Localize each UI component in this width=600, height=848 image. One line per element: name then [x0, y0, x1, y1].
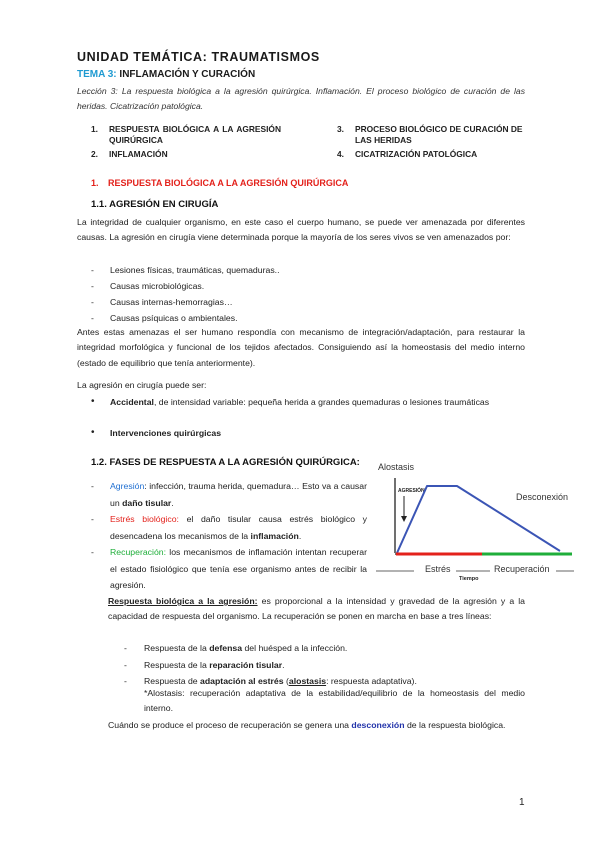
phase-end: .	[171, 497, 174, 508]
alostasis-term: alostasis	[288, 676, 327, 686]
respuesta-label: Respuesta biológica a la agresión:	[108, 596, 258, 606]
figure-agresion-label: AGRESIÓN	[398, 488, 425, 494]
final-paragraph	[108, 718, 525, 733]
phase-text: el daño tisular causa estrés biológico y desencadena los mecanismos de la	[110, 514, 367, 541]
line-mid: (	[283, 676, 289, 686]
phase-item: - Recuperación: los mecanismos de inflamación intentan recuperar el estado fisiológico que tenía ese organismo antes de recibir la agresión.	[91, 547, 367, 590]
toc-item-number: 2.	[91, 149, 98, 159]
line-post: .	[282, 660, 285, 670]
phase-text: : infección, trauma herida, quemadura… Esto va a causar un	[110, 481, 367, 508]
toc-item	[91, 124, 281, 146]
agresion-type-label: Intervenciones quirúrgicas	[110, 428, 222, 438]
line-pre: Respuesta de la	[144, 660, 210, 670]
toc-item-text: INFLAMACIÓN	[109, 149, 168, 159]
agresion-arrowhead	[401, 516, 407, 522]
final-post: de la respuesta biológica.	[404, 720, 506, 730]
section-heading	[91, 178, 348, 188]
line-post: del huésped a la infección.	[242, 643, 348, 653]
phase-label: Recuperación:	[110, 547, 167, 557]
list-item-text: Causas psíquicas o ambientales.	[110, 313, 238, 323]
line-pre: Respuesta de la	[144, 643, 210, 653]
toc-item-text: RESPUESTA BIOLÓGICA A LA AGRESIÓN QUIRÚRGICA	[109, 124, 281, 145]
list-item-text: Lesiones físicas, traumáticas, quemaduras..	[110, 265, 280, 275]
list-item-text: Causas internas-hemorragias…	[110, 297, 233, 307]
phase-item: - Agresión: infección, trauma herida, quemadura… Esto va a causar un daño tisular.	[91, 481, 367, 508]
leccion-description: Lección 3: La respuesta biológica a la agresión quirúrgica. Inflamación. El proceso biológico de curación de las heridas. Cicatrización patológica.	[77, 86, 525, 111]
figure-estres-label: Estrés	[425, 564, 451, 574]
alostasis-figure	[370, 458, 580, 582]
phase-end: .	[298, 530, 302, 541]
phase-bold: inflamación	[250, 530, 299, 541]
toc-item-text: CICATRIZACIÓN PATOLÓGICA	[355, 149, 478, 159]
final-pre: Cuándo se produce el proceso de recuperación se genera una	[108, 720, 352, 730]
document-title: UNIDAD TEMÁTICA: TRAUMATISMOS	[77, 50, 320, 64]
page-number: 1	[519, 797, 525, 808]
subsection-heading: 1.2. FASES DE RESPUESTA A LA AGRESIÓN QUIRÚRGICA:	[91, 457, 360, 468]
phase-bold: daño tisular	[122, 497, 172, 508]
toc-item	[337, 124, 527, 146]
agresion-type-label: Accidental	[110, 397, 154, 407]
list-item-text: Causas microbiológicas.	[110, 281, 205, 291]
phase-label: Estrés biológico:	[110, 514, 179, 524]
section-number: 1.	[91, 178, 99, 188]
line-pre: Respuesta de	[144, 676, 201, 686]
document-page: UNIDAD TEMÁTICA: TRAUMATISMOS TEMA 3: INFLAMACIÓN Y CURACIÓN Lección 3: La respuesta biológica a la agresión quirúrgica. Inflamación. El proceso biológico de curación de las heridas. Cicatrización patológica. 1. RESPUESTA BIOLÓGICA A LA AGRESIÓN QUIRÚRGICA 2. INFLAMACIÓN 3. PROCESO BIOLÓGICO DE CURACIÓN DE LAS HERIDAS 4. CICATRIZACIÓN PATOLÓGICA 1. RESPUESTA BIOLÓGICA A LA AGRESIÓN QUIRÚRGICA 1.1. AGRESIÓN EN CIRUGÍA La integridad de cualquier organismo, en este caso el cuerpo humano, se puede ver amenazada por diferentes causas. La agresión en cirugía viene determinada porque la mayoría de los seres vivos se ven amenazados por: - Lesiones físicas, traumáticas, quemaduras.. - Causas microbiológicas. - Causas internas-hemorragias… - Causas psíquicas o ambientales. Antes estas amenazas el ser humano respondía con mecanismo de integración/adaptación, para restaurar la integridad morfológica y funcional de los tejidos afectados. Consiguiendo así la homeostasis del medio interno (estado de equilibrio que tenía anteriormente). La agresión en cirugía puede ser: • Accidental, de intensidad variable: pequeña herida a grandes quemaduras o lesiones traumáticas • Intervenciones quirúrgicas 1.2. FASES DE RESPUESTA A LA AGRESIÓN QUIRÚRGICA: - Agresión: infección, trauma herida, quemadura… Esto va a causar un daño tisular. - Estrés biológico: el daño tisular causa estrés biológico y desencadena los mecanismos de la inflamación. - Recuperación: los mecanismos de inflamación intentan recuperar el estado fisiológico que tenía ese organismo antes de recibir la agresión. Alostasis AGRESIÓN Desconexión Estrés Recuperación Tiempo Respuesta biológica a la agresión: es proporcional a la intensidad y gravedad de la agresión y a la capacidad de respuesta del organismo. La recuperación se ponen en marcha en base a tres líneas: - Respuesta de la defensa del huésped a la infección. - Respuesta de la reparación tisular. - Respuesta de adaptación al estrés (alostasis: respuesta adaptativa). *Alostasis: recuperación adaptativa de la estabilidad/equilibrio de la homeostasis del medio interno. Cuándo se produce el proceso de recuperación se genera una desconexión de la respuesta biológica. 1	[0, 0, 600, 848]
desconexion-term: desconexión	[351, 720, 405, 730]
intro-paragraph: La integridad de cualquier organismo, en este caso el cuerpo humano, se puede ver amenazada por diferentes causas. La agresión en cirugía viene determinada porque la mayoría de los seres vivos se ven amenazados por:	[77, 217, 525, 243]
toc-item-text: PROCESO BIOLÓGICO DE CURACIÓN DE LAS HERIDAS	[355, 124, 523, 145]
figure-recuperacion-label: Recuperación	[494, 564, 550, 574]
phase-label: Agresión	[110, 481, 145, 491]
toc-item-number: 3.	[337, 124, 344, 134]
line-bold: reparación tisular	[209, 660, 283, 670]
figure-desconexion-label: Desconexión	[516, 492, 569, 502]
agresion-type-text: , de intensidad variable: pequeña herida a grandes quemaduras o lesiones traumáticas	[153, 397, 490, 407]
tema-title: INFLAMACIÓN Y CURACIÓN	[119, 69, 256, 80]
toc-item-number: 4.	[337, 149, 344, 159]
toc-item-number: 1.	[91, 124, 98, 134]
respuesta-text: es proporcional a la intensidad y gravedad de la agresión y a la capacidad de respuesta del organismo. La recuperación se ponen en marcha en base a tres líneas:	[108, 596, 525, 622]
agresion-types-intro: La agresión en cirugía puede ser:	[77, 380, 207, 390]
figure-tiempo-label: Tiempo	[459, 576, 479, 582]
line-post: : respuesta adaptativa).	[326, 676, 417, 686]
section-title: RESPUESTA BIOLÓGICA A LA AGRESIÓN QUIRÚRGICA	[108, 178, 349, 188]
line-bold: defensa	[209, 643, 243, 653]
line-bold: adaptación al estrés	[200, 676, 284, 686]
agresion-type-item: • Accidental, de intensidad variable: pequeña herida a grandes quemaduras o lesiones traumáticas	[91, 396, 490, 407]
tema-heading	[77, 69, 255, 80]
phase-item: - Estrés biológico: el daño tisular causa estrés biológico y desencadena los mecanismos de la inflamación.	[91, 514, 367, 541]
figure-ylabel: Alostasis	[378, 462, 415, 472]
tema-label: TEMA 3:	[77, 69, 117, 80]
phase-text: los mecanismos de inflamación intentan recuperar el estado fisiológico que tenía ese organismo antes de recibir la agresión.	[110, 547, 367, 590]
subsection-heading: 1.1. AGRESIÓN EN CIRUGÍA	[91, 199, 219, 210]
homeostasis-paragraph: Antes estas amenazas el ser humano respondía con mecanismo de integración/adaptación, para restaurar la integridad morfológica y funcional de los tejidos afectados. Consiguiendo así la homeostasis del medio interno (estado de equilibrio que tenía anteriormente).	[77, 327, 525, 368]
alostasis-note: *Alostasis: recuperación adaptativa de la estabilidad/equilibrio de la homeostasis del medio interno.	[144, 688, 525, 714]
respuesta-paragraph	[108, 594, 525, 625]
